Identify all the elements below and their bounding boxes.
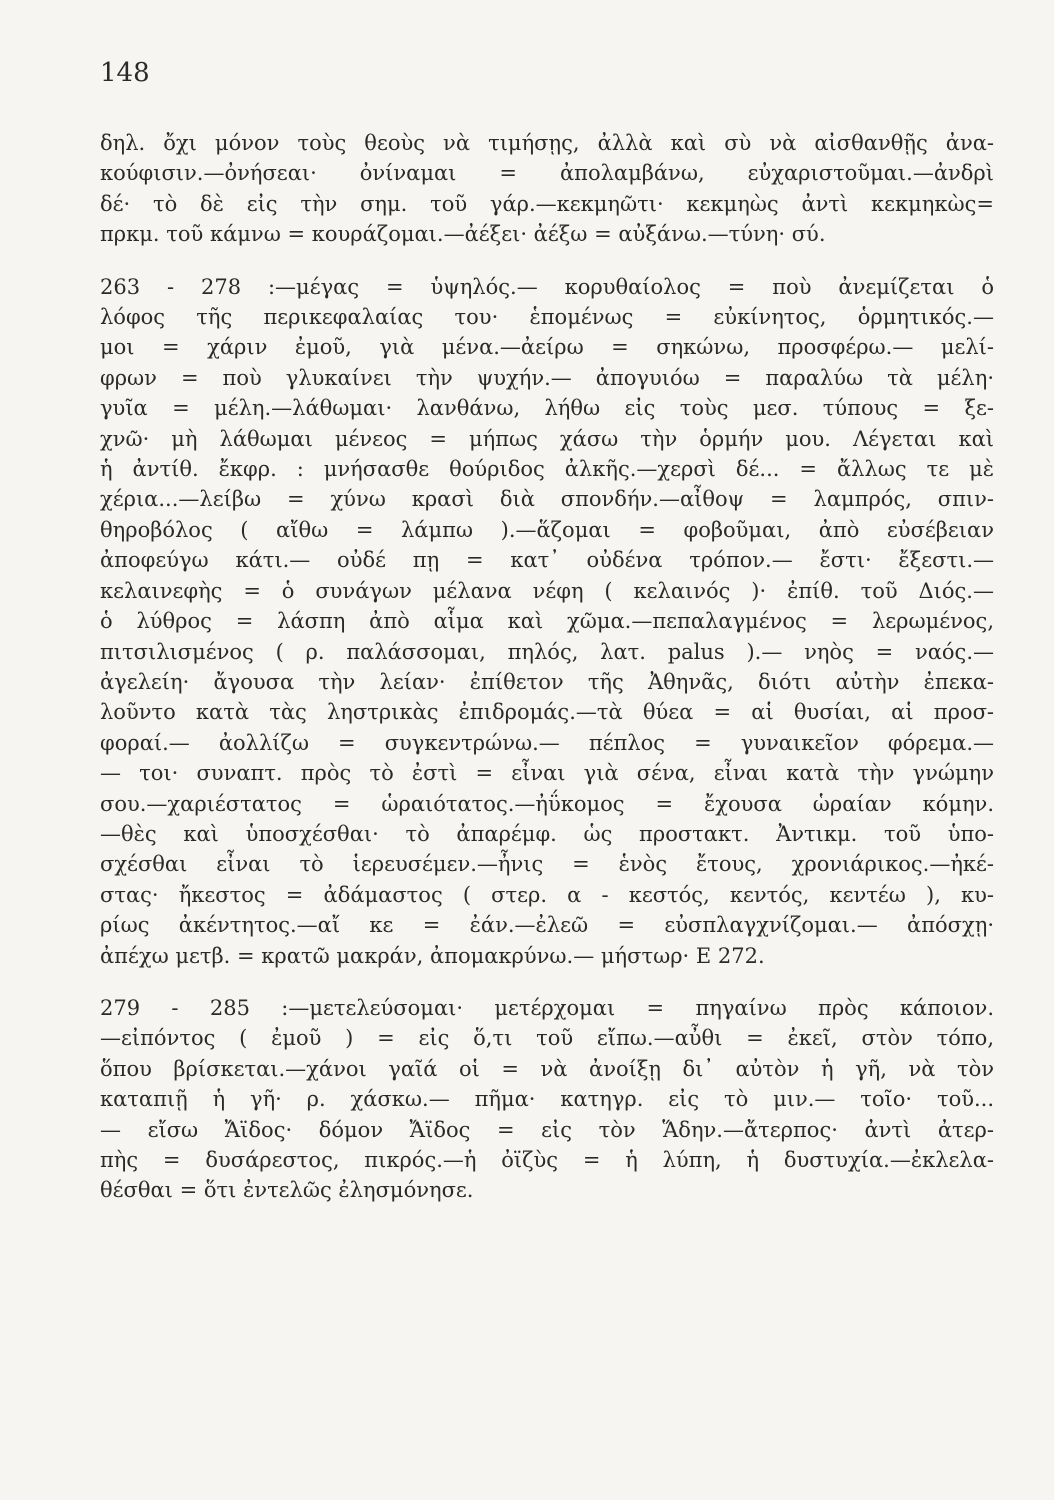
text-line: δηλ. ὄχι μόνον τοὺς θεοὺς νὰ τιμήσῃς, ἀλλὰ καὶ σὺ νὰ αἰσθανθῇς ἀνα-: [100, 131, 994, 155]
text-line: λοῦντο κατὰ τὰς ληστρικὰς ἐπιδρομάς.—τὰ θύεα = αἱ θυσίαι, αἱ προσ-: [100, 700, 994, 725]
text-line: ὅπου βρίσκεται.—χάνοι γαῖά οἱ = νὰ ἀνοίξῃ δι᾽ αὐτὸν ἡ γῆ, νὰ τὸν: [100, 1056, 994, 1081]
paragraph: [100, 272, 994, 971]
text-line: πιτσιλισμένος ( ρ. παλάσσομαι, πηλός, λατ. palus ).— νηὸς = ναός.—: [100, 639, 994, 664]
text-line: —θὲς καὶ ὑποσχέσθαι· τὸ ἀπαρέμφ. ὡς προστακτ. Ἀντικμ. τοῦ ὑπο-: [100, 821, 994, 846]
text-line: κούφισιν.—ὀνήσεαι· ὀνίναμαι = ἀπολαμβάνω, εὐχαριστοῦμαι.—ἀνδρὶ: [100, 161, 994, 186]
paragraph-gap: [100, 971, 994, 993]
paragraph-gap: [100, 250, 994, 272]
text-line: πρκμ. τοῦ κάμνω = κουράζομαι.—ἀέξει· ἀέξω = αὐξάνω.—τύνη· σύ.: [100, 222, 826, 247]
text-line: ὁ λύθρος = λάσπη ἀπὸ αἷμα καὶ χῶμα.—πεπαλαγμένος = λερωμένος,: [100, 609, 994, 634]
paragraph: [100, 993, 994, 1206]
text-line: φρων = ποὺ γλυκαίνει τὴν ψυχήν.— ἀπογυιόω = παραλύω τὰ μέλη·: [100, 365, 994, 390]
page-number: 148: [100, 58, 150, 88]
paragraph: [100, 128, 994, 250]
text-line: ἀπέχω μετβ. = κρατῶ μακράν, ἀπομακρύνω.— μήστωρ· Ε 272.: [100, 943, 765, 968]
text-line: σου.—χαριέστατος = ὡραιότατος.—ἠΰκομος = ἔχουσα ὡραίαν κόμην.: [100, 791, 994, 816]
text-line: ρίως ἀκέντητος.—αἴ κε = ἐάν.—ἐλεῶ = εὐσπλαγχνίζομαι.— ἀπόσχῃ·: [100, 913, 994, 938]
text-line: — εἴσω Ἄϊδος· δόμον Ἄϊδος = εἰς τὸν Ἅδην.—ἄτερπος· ἀντὶ ἀτερ-: [100, 1117, 994, 1142]
commentary-text: [100, 128, 994, 1206]
text-line: κελαινεφὴς = ὁ συνάγων μέλανα νέφη ( κελαινός )· ἐπίθ. τοῦ Διός.—: [100, 578, 994, 603]
text-line: γυῖα = μέλη.—λάθωμαι· λανθάνω, λήθω εἰς τοὺς μεσ. τύπους = ξε-: [100, 396, 994, 421]
text-line: —εἰπόντος ( ἐμοῦ ) = εἰς ὅ,τι τοῦ εἴπω.—αὖθι = ἐκεῖ, στὸν τόπο,: [100, 1026, 994, 1051]
text-line: μοι = χάριν ἐμοῦ, γιὰ μένα.—ἀείρω = σηκώνω, προσφέρω.— μελί-: [100, 335, 994, 360]
text-line: στας· ἤκεστος = ἀδάμαστος ( στερ. α - κεστός, κεντός, κεντέω ), κυ-: [100, 882, 994, 907]
text-line: 263 - 278 :—μέγας = ὑψηλός.— κορυθαίολος = ποὺ ἀνεμίζεται ὁ: [100, 274, 994, 299]
text-line: θέσθαι = ὅτι ἐντελῶς ἐλησμόνησε.: [100, 1178, 474, 1203]
text-line: πὴς = δυσάρεστος, πικρός.—ἡ ὀϊζὺς = ἡ λύπη, ἡ δυστυχία.—ἐκλελα-: [100, 1148, 994, 1172]
text-line: ἀγελείη· ἄγουσα τὴν λείαν· ἐπίθετον τῆς Ἀθηνᾶς, διότι αὐτὴν ἐπεκα-: [100, 669, 994, 694]
text-line: χέρια...—λείβω = χύνω κρασὶ διὰ σπονδήν.—αἶθοψ = λαμπρός, σπιν-: [100, 487, 994, 512]
text-line: — τοι· συναπτ. πρὸς τὸ ἐστὶ = εἶναι γιὰ σένα, εἶναι κατὰ τὴν γνώμην: [100, 761, 994, 786]
text-line: δέ· τὸ δὲ εἰς τὴν σημ. τοῦ γάρ.—κεκμηῶτι· κεκμηὼς ἀντὶ κεκμηκὼς=: [100, 191, 994, 216]
text-line: λόφος τῆς περικεφαλαίας του· ἑπομένως = εὐκίνητος, ὁρμητικός.—: [100, 305, 994, 330]
text-line: χνῶ· μὴ λάθωμαι μένεος = μήπως χάσω τὴν ὁρμήν μου. Λέγεται καὶ: [100, 426, 994, 451]
text-line: σχέσθαι εἶναι τὸ ἱερευσέμεν.—ἦνις = ἑνὸς ἔτους, χρονιάρικος.—ἠκέ-: [100, 852, 994, 877]
text-line: ἀποφεύγω κάτι.— οὐδέ πῃ = κατ᾽ οὐδένα τρόπον.— ἔστι· ἔξεστι.—: [100, 548, 994, 573]
text-line: 279 - 285 :—μετελεύσομαι· μετέρχομαι = πηγαίνω πρὸς κάποιον.: [100, 995, 994, 1020]
text-line: θηροβόλος ( αἴθω = λάμπω ).—ἅζομαι = φοβοῦμαι, ἀπὸ εὐσέβειαν: [100, 517, 994, 542]
text-line: καταπιῇ ἡ γῆ· ρ. χάσκω.— πῆμα· κατηγρ. εἰς τὸ μιν.— τοῖο· τοῦ...: [100, 1087, 994, 1112]
text-line: ἡ ἀντίθ. ἔκφρ. : μνήσασθε θούριδος ἀλκῆς.—χερσὶ δέ... = ἄλλως τε μὲ: [100, 457, 994, 482]
text-line: φοραί.— ἀολλίζω = συγκεντρώνω.— πέπλος = γυναικεῖον φόρεμα.—: [100, 730, 994, 755]
